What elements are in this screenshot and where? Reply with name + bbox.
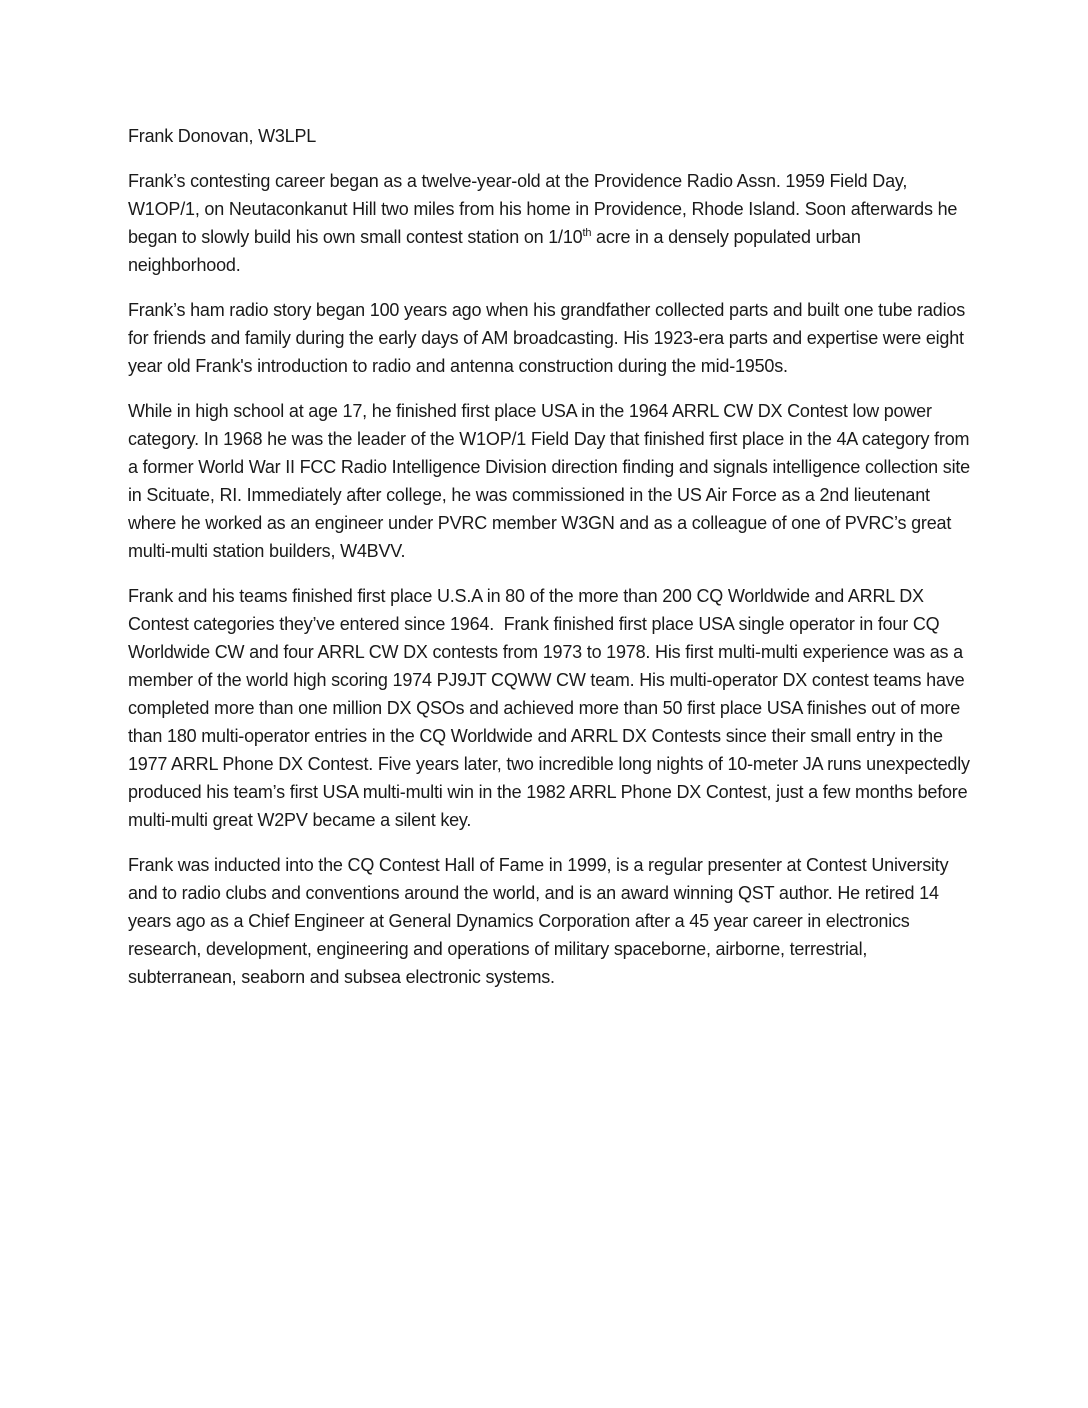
paragraph-1-text-continued: acre in a densely populated urban neighborhood. xyxy=(128,227,866,275)
paragraph-1-text: Frank’s contesting career began as a twelve-year-old at the Providence Radio Assn. 1959 Field Day, W1OP/1, on Neutaconkanut Hill two miles from his home in Providence, Rhode Island. Soon afterwards he began to slowly build his own small contest station on 1/10 xyxy=(128,171,963,247)
document-content xyxy=(128,122,974,1008)
paragraph-3: While in high school at age 17, he finished first place USA in the 1964 ARRL CW DX Contest low power category. In 1968 he was the leader of the W1OP/1 Field Day that finished first place in the 4A category from a former World War II FCC Radio Intelligence Division direction finding and signals intelligence collection site in Scituate, RI. Immediately after college, he was commissioned in the US Air Force as a 2nd lieutenant where he worked as an engineer under PVRC member W3GN and as a colleague of one of PVRC’s great multi-multi station builders, W4BVV. xyxy=(128,401,975,561)
paragraph-5: Frank was inducted into the CQ Contest Hall of Fame in 1999, is a regular presenter at Contest University and to radio clubs and conventions around the world, and is an award winning QST author. He retired 14 years ago as a Chief Engineer at General Dynamics Corporation after a 45 year career in electronics research, development, engineering and operations of military spaceborne, airborne, terrestrial, subterranean, seaborn and subsea electronic systems. xyxy=(128,855,954,987)
paragraph-2: Frank’s ham radio story began 100 years ago when his grandfather collected parts and built one tube radios for friends and family during the early days of AM broadcasting. His 1923-era parts and expertise were eight year old Frank's introduction to radio and antenna construction during the mid-1950s. xyxy=(128,300,970,376)
paragraph-4: Frank and his teams finished first place U.S.A in 80 of the more than 200 CQ Worldwide and ARRL DX Contest categories they’ve entered since 1964. Frank finished first place USA single operator in four CQ Worldwide CW and four ARRL CW DX contests from 1973 to 1978. His first multi-multi experience was as a member of the world high scoring 1974 PJ9JT CQWW CW team. His multi-operator DX contest teams have completed more than one million DX QSOs and achieved more than 50 first place USA finishes out of more than 180 multi-operator entries in the CQ Worldwide and ARRL DX Contests since their small entry in the 1977 ARRL Phone DX Contest. Five years later, two incredible long nights of 10-meter JA runs unexpectedly produced his team’s first USA multi-multi win in the 1982 ARRL Phone DX Contest, just a few months before multi-multi great W2PV became a silent key. xyxy=(128,586,975,830)
paragraph-1 xyxy=(128,167,974,279)
ordinal-superscript: th xyxy=(582,227,592,239)
document-title: Frank Donovan, W3LPL xyxy=(128,126,317,146)
